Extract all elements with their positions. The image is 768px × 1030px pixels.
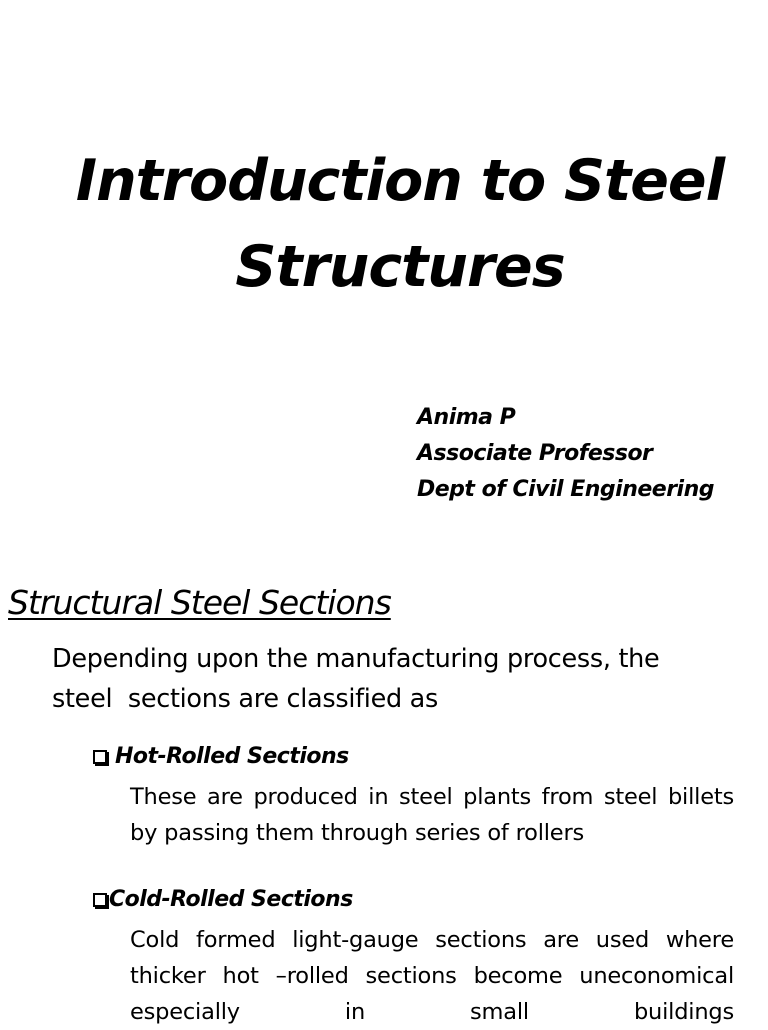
checkbox-bullet-icon (93, 893, 107, 907)
author-block (417, 400, 714, 508)
intro-paragraph (52, 639, 742, 719)
intro-line-2: steel sections are classified as (52, 684, 438, 714)
section-heading: Structural Steel Sections (8, 583, 391, 622)
bullet-cold-rolled (93, 887, 353, 912)
title-line-1: Introduction to Steel (75, 148, 725, 214)
bullet-title-text: Cold-Rolled Sections (109, 887, 353, 912)
bullet-title-text: Hot-Rolled Sections (115, 744, 349, 769)
author-department: Dept of Civil Engineering (417, 477, 715, 502)
bullet-hot-rolled (93, 744, 349, 769)
bullet-body-cold-rolled: Cold formed light-gauge sections are used where thicker hot –rolled sections become uneconomical especially in small buildings (130, 927, 734, 1025)
slide-title (0, 138, 768, 310)
title-line-2: Structures (235, 234, 565, 300)
intro-line-1: Depending upon the manufacturing process, the (52, 644, 660, 674)
bullet-body-hot-rolled: These are produced in steel plants from steel billets by passing them through series of rollers (130, 784, 734, 846)
author-position: Associate Professor (417, 441, 653, 466)
author-name: Anima P (417, 405, 516, 430)
checkbox-bullet-icon (93, 750, 107, 764)
